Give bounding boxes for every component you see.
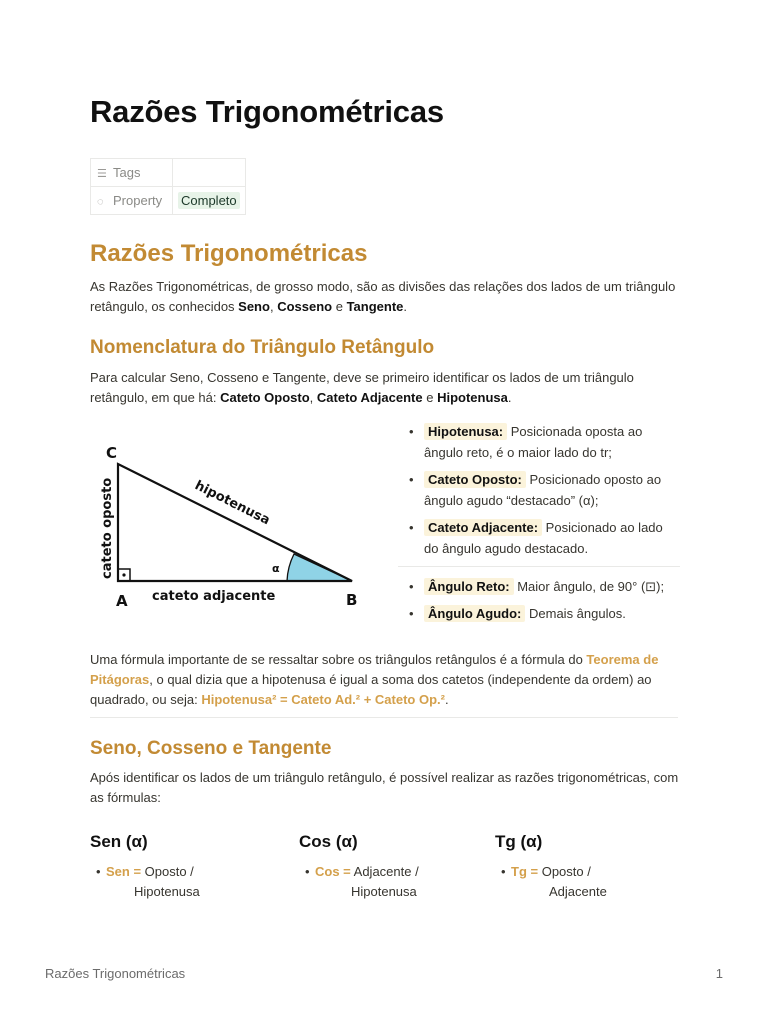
section-heading-razoes: Razões Trigonométricas [90,240,368,267]
list-item [408,603,680,624]
list-icon: ☰ [97,168,107,180]
term-highlight: Hipotenusa: [424,423,507,440]
formula-line2: Hipotenusa [351,884,417,899]
formula-title: Sen (α) [90,832,148,851]
separator: e [422,390,438,405]
intro-paragraph [90,277,680,317]
formula-line2: Hipotenusa [134,884,200,899]
term-seno: Seno [238,299,270,314]
definition-text: Posicionado ao lado do ângulo agudo destacado. [424,520,663,556]
definition-text: Posicionado oposto ao ângulo agudo “destacado” (α); [424,472,662,508]
hypotenuse-label: hipotenusa [192,478,273,529]
separator: , [309,390,317,405]
property-row-tags[interactable] [91,159,246,187]
pythagoras-text: , o qual dizia que a hipotenusa é igual a soma dos catetos (independente da ordem) ao quadrado, ou seja: [90,672,652,707]
formula-column-cos [299,832,489,902]
period: . [444,692,449,707]
term-cateto-oposto: Cateto Oposto [220,390,310,405]
formula-line1: Oposto / [141,864,194,879]
angles-list [408,576,680,630]
formula-title: Cos (α) [299,832,358,851]
pythagoras-formula: Hipotenusa² = Cateto Ad.² + Cateto Op.² [201,692,445,707]
formula-line1: Oposto / [538,864,591,879]
list-item [408,469,680,511]
divider [90,717,678,718]
term-highlight: Cateto Oposto: [424,471,526,488]
section-heading-seno-cosseno: Seno, Cosseno e Tangente [90,738,332,759]
term-highlight: Cateto Adjacente: [424,519,542,536]
vertex-a-label: A [116,592,128,610]
property-value-cell[interactable] [173,187,246,215]
list-item [408,517,680,559]
pythagoras-paragraph [90,650,680,710]
property-value-cell[interactable] [173,159,246,187]
divider [398,566,680,567]
triangle-diagram [90,428,372,622]
property-name-cell [91,187,173,215]
list-item [408,421,680,463]
nomenclature-paragraph [90,368,680,408]
list-item [90,862,280,902]
properties-table [90,158,246,215]
right-angle-dot [122,573,125,576]
theorem-link[interactable]: Teorema de Pitágoras [90,652,659,687]
list-item [495,862,685,902]
property-name-cell [91,159,173,187]
vertex-c-label: C [106,444,118,462]
definition-text: Demais ângulos. [529,606,626,621]
formula-column-sen [90,832,280,902]
formula-label: Tg = [511,864,539,879]
formula-label: Sen = [106,864,142,879]
formula-line2: Adjacente [549,884,607,899]
formula-title: Tg (α) [495,832,543,851]
definition-text: Posicionada oposta ao ângulo reto, é o maior lado do tr; [424,424,643,460]
formula-column-tg [495,832,685,902]
definition-text: Maior ângulo, de 90° (⊡); [517,579,665,594]
period: . [507,390,512,405]
formula-label: Cos = [315,864,351,879]
adjacent-label: cateto adjacente [152,589,276,604]
status-pill[interactable]: Completo [178,192,240,209]
property-row-status[interactable] [91,187,246,215]
property-name: Tags [113,165,141,180]
term-tangente: Tangente [346,299,404,314]
formula-line1: Adjacente / [350,864,419,879]
opposite-label: cateto oposto [100,477,115,579]
page-title: Razões Trigonométricas [90,94,444,129]
intro-text: As Razões Trigonométricas, de grosso modo, são as divisões das relações dos lados de um triângulo retângulo, os conhecidos [90,279,676,314]
triangle-shape [118,464,352,581]
term-hipotenusa: Hipotenusa [437,390,508,405]
page-number: 1 [715,966,723,981]
triangle-figure [90,428,372,622]
alpha-label: α [272,562,280,575]
formulas-intro: Após identificar os lados de um triângulo retângulo, é possível realizar as razões trigonométricas, com as fórmulas: [90,770,679,805]
term-cateto-adjacente: Cateto Adjacente [316,390,423,405]
list-item [408,576,680,597]
separator: , [269,299,278,314]
term-highlight: Ângulo Reto: [424,578,514,595]
footer-title: Razões Trigonométricas [45,966,186,981]
vertex-b-label: B [346,591,358,609]
separator: e [332,299,347,314]
formula-list [495,862,685,902]
definitions-list [408,421,680,565]
section-heading-nomenclatura: Nomenclatura do Triângulo Retângulo [90,337,435,358]
status-icon: ◌ [97,196,104,208]
nomenclature-text: Para calcular Seno, Cosseno e Tangente, deve se primeiro identificar os lados de um triângulo retângulo, em que há: [90,370,634,405]
period: . [403,299,408,314]
list-item [299,862,489,902]
property-name: Property [113,193,163,208]
formula-list [90,862,280,902]
pythagoras-text: Uma fórmula importante de se ressaltar sobre os triângulos retângulos é a fórmula do [90,652,587,667]
term-cosseno: Cosseno [277,299,333,314]
formula-list [299,862,489,902]
term-highlight: Ângulo Agudo: [424,605,525,622]
